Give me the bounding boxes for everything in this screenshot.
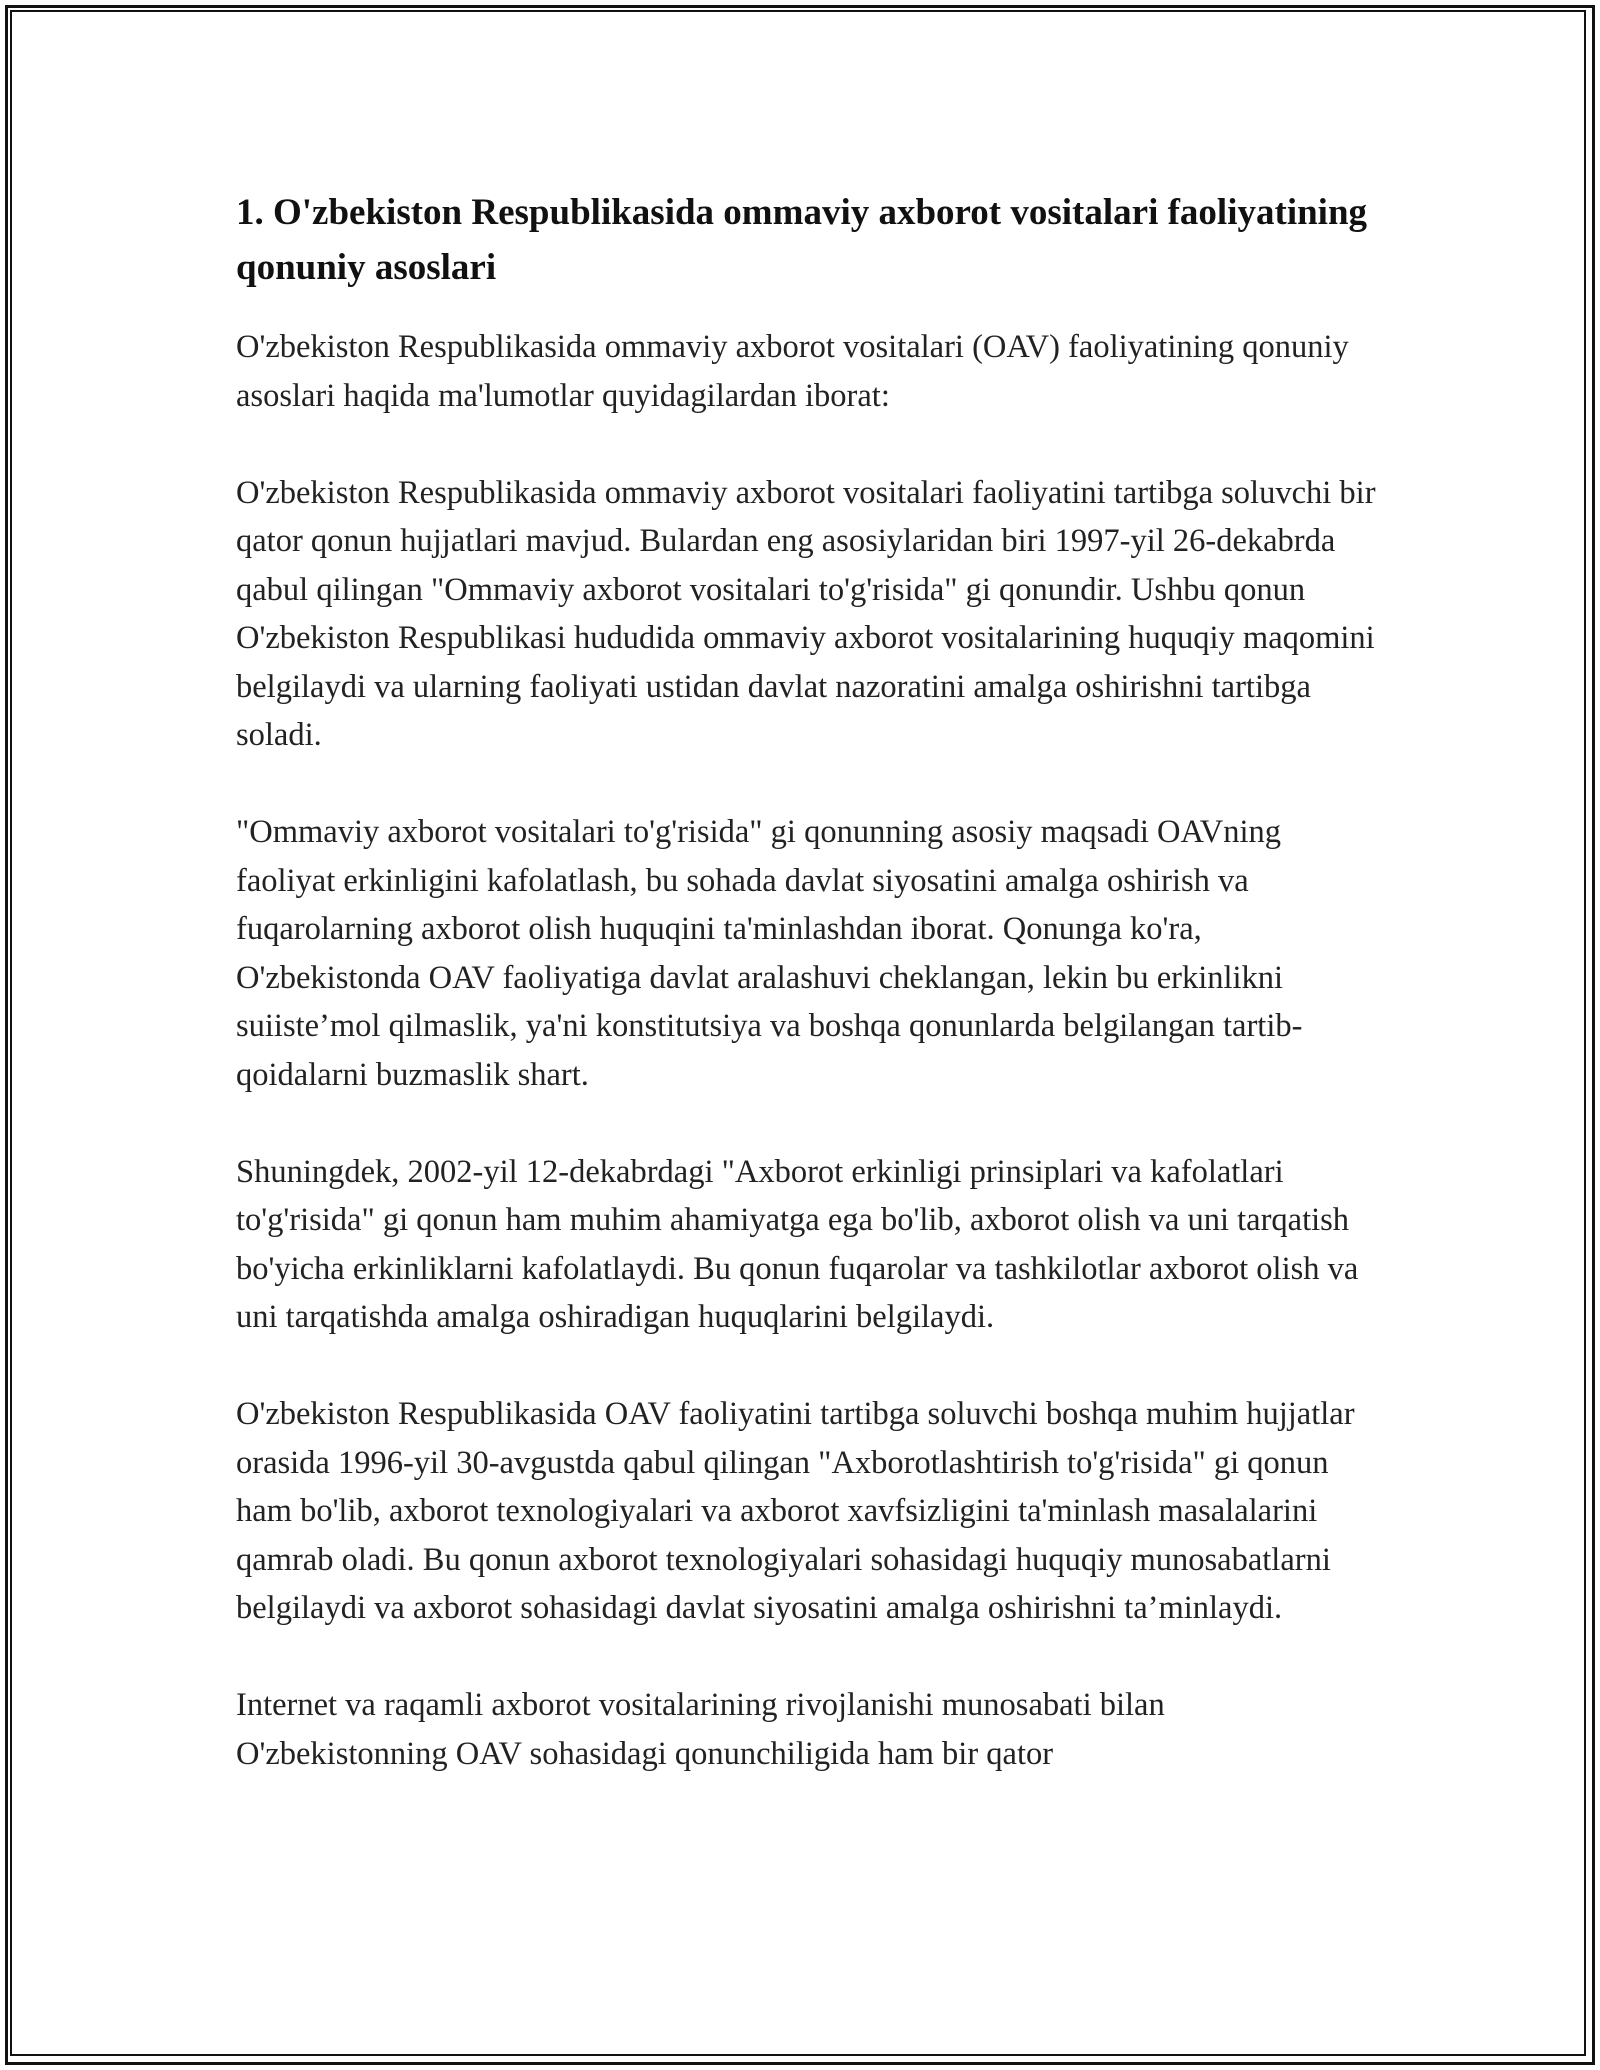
paragraph-law-purpose: "Ommaviy axborot vositalari to'g'risida" gi qonunning asosiy maqsadi OAVning faoliyat erkinligini kafolatlash, bu sohada davlat siyosatini amalga oshirish va fuqarolarning axborot olish huquqini ta'minlashdan iborat. Qonunga ko'ra, O'zbekistonda OAV faoliyatiga davlat aralashuvi cheklangan, lekin bu erkinlikni suiiste’mol qilmaslik, ya'ni konstitutsiya va boshqa qonunlarda belgilangan tartib-qoidalarni buzmaslik shart. <box>236 814 1303 1093</box>
paragraph-media-law: O'zbekiston Respublikasida ommaviy axborot vositalari faoliyatini tartibga soluvchi bir qator qonun hujjatlari mavjud. Bulardan eng asosiylaridan biri 1997-yil 26-dekabrda qabul qilingan "Ommaviy axborot vositalari to'g'risida" gi qonundir. Ushbu qonun O'zbekiston Respublikasi hududida ommaviy axborot vositalarining huquqiy maqomini belgilaydi va ularning faoliyati ustidan davlat nazoratini amalga oshirishni tartibga soladi. <box>236 474 1376 753</box>
document-body <box>236 185 1376 1827</box>
paragraph-freedom-of-information: Shuningdek, 2002-yil 12-dekabrdagi "Axborot erkinligi prinsiplari va kafolatlari to'g'risida" gi qonun ham muhim ahamiyatga ega bo'lib, axborot olish va uni tarqatish bo'yicha erkinliklarni kafolatlaydi. Bu qonun fuqarolar va tashkilotlar axborot olish va uni tarqatishda amalga oshiradigan huquqlarini belgilaydi. <box>236 1153 1359 1335</box>
paragraph-intro: O'zbekiston Respublikasida ommaviy axborot vositalari (OAV) faoliyatining qonuniy asoslari haqida ma'lumotlar quyidagilardan iborat: <box>236 329 1349 414</box>
section-heading: 1. O'zbekiston Respublikasida ommaviy axborot vositalari faoliyatining qonuniy asoslari <box>236 192 1368 288</box>
paragraph-informatization-law: O'zbekiston Respublikasida OAV faoliyatini tartibga soluvchi boshqa muhim hujjatlar orasida 1996-yil 30-avgustda qabul qilingan "Axborotlashtirish to'g'risida" gi qonun ham bo'lib, axborot texnologiyalari va axborot xavfsizligini ta'minlash masalalarini qamrab oladi. Bu qonun axborot texnologiyalari sohasidagi huquqiy munosabatlarni belgilaydi va axborot sohasidagi davlat siyosatini amalga oshirishni ta’minlaydi. <box>236 1396 1355 1626</box>
paragraph-internet-digital: Internet va raqamli axborot vositalarining rivojlanishi munosabati bilan O'zbekistonning OAV sohasidagi qonunchiligida ham bir qator <box>236 1687 1165 1772</box>
